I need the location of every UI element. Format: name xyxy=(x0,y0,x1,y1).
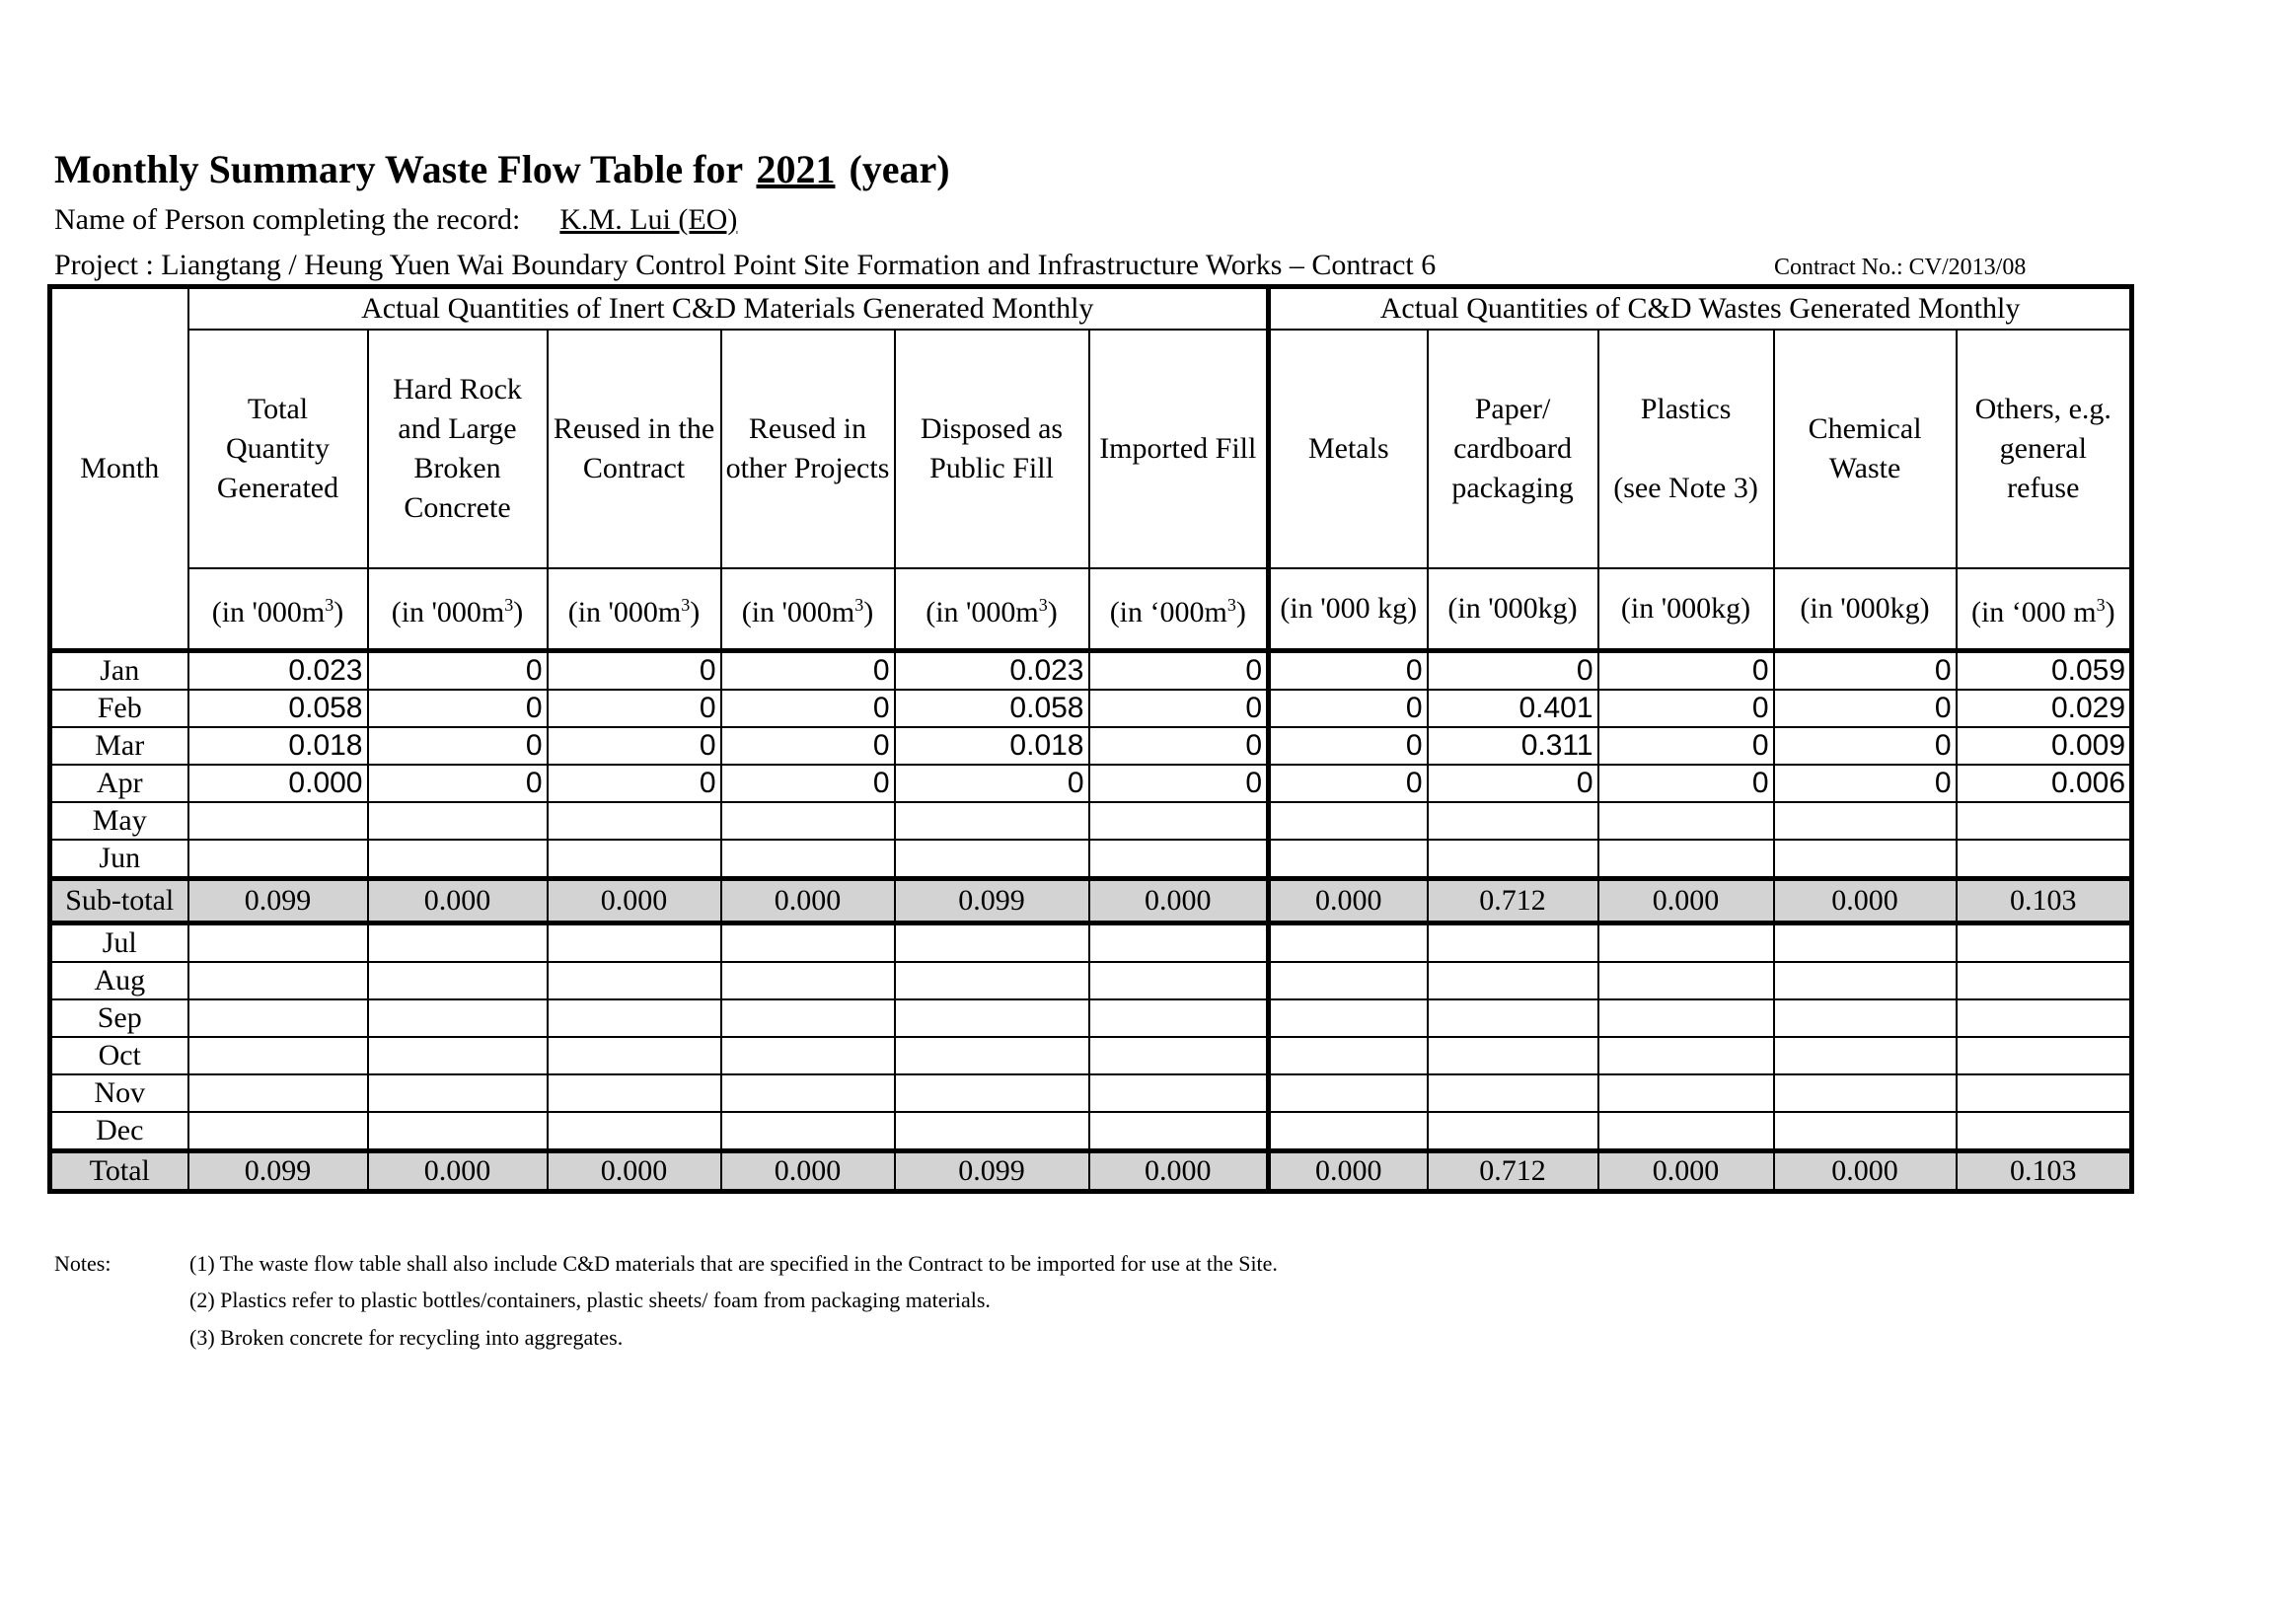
column-label: Plastics xyxy=(1640,393,1732,425)
value-cell: 0.023 xyxy=(188,651,368,691)
unit-row xyxy=(50,568,2132,651)
value-cell xyxy=(1774,1037,1957,1074)
value-cell xyxy=(1269,1112,1428,1151)
value-cell: 0.000 xyxy=(721,879,895,923)
value-cell xyxy=(548,923,721,963)
value-cell: 0 xyxy=(1089,765,1269,802)
value-cell xyxy=(1269,840,1428,879)
unit-label: (in '$000m^3$) xyxy=(188,568,368,651)
value-cell xyxy=(1428,1074,1598,1112)
month-cell: Jul xyxy=(50,923,188,963)
month-cell: May xyxy=(50,802,188,840)
value-cell xyxy=(368,962,548,999)
value-cell xyxy=(895,802,1089,840)
unit-label: (in '000kg) xyxy=(1428,568,1598,651)
value-cell xyxy=(1428,840,1598,879)
column-header xyxy=(1598,330,1774,568)
value-cell: 0 xyxy=(548,651,721,691)
value-cell xyxy=(368,840,548,879)
value-cell: 0 xyxy=(721,651,895,691)
value-cell: 0 xyxy=(548,727,721,765)
value-cell xyxy=(1598,1112,1774,1151)
contract-number: Contract No.: CV/2013/08 xyxy=(1774,255,2027,280)
value-cell xyxy=(368,1037,548,1074)
unit-label: (in '000kg) xyxy=(1774,568,1957,651)
column-label: Paper/ cardboard packaging xyxy=(1451,393,1574,504)
value-cell xyxy=(1598,1074,1774,1112)
month-cell: Feb xyxy=(50,690,188,727)
value-cell xyxy=(1774,840,1957,879)
table-row xyxy=(50,1112,2132,1151)
value-cell xyxy=(188,1074,368,1112)
column-header xyxy=(895,330,1089,568)
value-cell: 0.000 xyxy=(1598,879,1774,923)
note-1: (1) The waste flow table shall also include C&D materials that are specified in the Contract to be imported for use at the Site. xyxy=(189,1251,1278,1276)
value-cell xyxy=(1957,840,2132,879)
value-cell xyxy=(1428,1037,1598,1074)
value-cell xyxy=(895,840,1089,879)
value-cell xyxy=(1598,999,1774,1037)
value-cell: 0.029 xyxy=(1957,690,2132,727)
value-cell xyxy=(895,923,1089,963)
value-cell: 0 xyxy=(368,727,548,765)
value-cell xyxy=(188,999,368,1037)
value-cell: 0.000 xyxy=(1269,879,1428,923)
value-cell xyxy=(368,1112,548,1151)
month-cell: Aug xyxy=(50,962,188,999)
person-name: K.M. Lui (EO) xyxy=(559,203,738,236)
person-label: Name of Person completing the record: xyxy=(54,203,521,236)
value-cell xyxy=(1089,962,1269,999)
value-cell: 0.311 xyxy=(1428,727,1598,765)
value-cell: 0 xyxy=(1774,651,1957,691)
value-cell: 0 xyxy=(1598,690,1774,727)
notes-label: Notes: xyxy=(54,1251,111,1276)
note-3: (3) Broken concrete for recycling into aggregates. xyxy=(189,1325,624,1350)
value-cell: 0 xyxy=(721,690,895,727)
month-cell: Total xyxy=(50,1151,188,1192)
value-cell: 0 xyxy=(1598,727,1774,765)
table-row xyxy=(50,1037,2132,1074)
value-cell: 0.099 xyxy=(188,1151,368,1192)
value-cell xyxy=(1774,999,1957,1037)
value-cell xyxy=(188,1037,368,1074)
value-cell: 0.018 xyxy=(188,727,368,765)
month-cell: Apr xyxy=(50,765,188,802)
unit-label: (in '$000m^3$) xyxy=(895,568,1089,651)
table-row xyxy=(50,802,2132,840)
unit-label: (in '$000m^3$) xyxy=(368,568,548,651)
month-cell: Nov xyxy=(50,1074,188,1112)
column-label: Hard Rock and Large Broken Concrete xyxy=(393,373,522,524)
value-cell: 0.401 xyxy=(1428,690,1598,727)
value-cell: 0 xyxy=(548,690,721,727)
value-cell xyxy=(1774,1112,1957,1151)
value-cell xyxy=(1089,1074,1269,1112)
value-cell xyxy=(1428,802,1598,840)
value-cell: 0 xyxy=(1774,690,1957,727)
column-header xyxy=(1428,330,1598,568)
unit-label: (in '000 kg) xyxy=(1269,568,1428,651)
table-row xyxy=(50,690,2132,727)
unit-label: (in '000kg) xyxy=(1598,568,1774,651)
value-cell xyxy=(548,999,721,1037)
value-cell: 0 xyxy=(1428,651,1598,691)
value-cell xyxy=(368,1074,548,1112)
value-cell: 0 xyxy=(1089,727,1269,765)
month-cell: Sub-total xyxy=(50,879,188,923)
value-cell xyxy=(1774,802,1957,840)
value-cell xyxy=(1598,962,1774,999)
value-cell: 0.000 xyxy=(1089,1151,1269,1192)
value-cell xyxy=(1598,923,1774,963)
column-label: Imported Fill xyxy=(1099,432,1257,465)
value-cell xyxy=(1089,999,1269,1037)
value-cell: 0 xyxy=(1774,727,1957,765)
value-cell xyxy=(1957,1074,2132,1112)
value-cell xyxy=(188,840,368,879)
value-cell xyxy=(548,1112,721,1151)
value-cell xyxy=(548,840,721,879)
unit-label: (in ‘$000m^3$) xyxy=(1089,568,1269,651)
value-cell: 0 xyxy=(721,765,895,802)
column-header-row xyxy=(50,330,2132,568)
waste-group-header: Actual Quantities of C&D Wastes Generated Monthly xyxy=(1269,287,2132,331)
value-cell: 0.000 xyxy=(1774,1151,1957,1192)
group-header-row xyxy=(50,287,2132,331)
value-cell xyxy=(721,1074,895,1112)
value-cell xyxy=(1269,1074,1428,1112)
value-cell xyxy=(1089,1112,1269,1151)
value-cell: 0.099 xyxy=(895,1151,1089,1192)
value-cell: 0 xyxy=(1269,651,1428,691)
column-header xyxy=(721,330,895,568)
value-cell: 0 xyxy=(1089,651,1269,691)
value-cell xyxy=(188,962,368,999)
value-cell xyxy=(721,802,895,840)
value-cell xyxy=(1957,999,2132,1037)
value-cell: 0.000 xyxy=(548,1151,721,1192)
value-cell xyxy=(188,1112,368,1151)
value-cell xyxy=(895,1037,1089,1074)
column-header xyxy=(188,330,368,568)
value-cell: 0.023 xyxy=(895,651,1089,691)
inert-group-header: Actual Quantities of Inert C&D Materials Generated Monthly xyxy=(188,287,1269,331)
month-cell: Jun xyxy=(50,840,188,879)
value-cell: 0.006 xyxy=(1957,765,2132,802)
value-cell xyxy=(895,1112,1089,1151)
unit-label: (in ‘000 $m^3$) xyxy=(1957,568,2132,651)
page-title xyxy=(54,146,950,192)
value-cell xyxy=(1269,802,1428,840)
value-cell xyxy=(1269,923,1428,963)
note-2: (2) Plastics refer to plastic bottles/containers, plastic sheets/ foam from packaging materials. xyxy=(189,1288,991,1312)
column-label: Reused in the Contract xyxy=(553,412,715,484)
value-cell xyxy=(1774,1074,1957,1112)
table-row xyxy=(50,999,2132,1037)
value-cell: 0 xyxy=(1269,765,1428,802)
value-cell xyxy=(1598,1037,1774,1074)
column-label: Others, e.g. general refuse xyxy=(1974,393,2111,504)
value-cell xyxy=(1428,1112,1598,1151)
value-cell: 0.009 xyxy=(1957,727,2132,765)
value-cell: 0.000 xyxy=(1774,879,1957,923)
value-cell xyxy=(1269,999,1428,1037)
value-cell xyxy=(721,1112,895,1151)
value-cell xyxy=(1957,802,2132,840)
value-cell: 0.000 xyxy=(368,1151,548,1192)
value-cell xyxy=(1089,1037,1269,1074)
column-header xyxy=(1089,330,1269,568)
value-cell: 0 xyxy=(895,765,1089,802)
value-cell xyxy=(1774,962,1957,999)
column-note: (see Note 3) xyxy=(1613,472,1758,504)
month-cell: Sep xyxy=(50,999,188,1037)
value-cell: 0 xyxy=(1428,765,1598,802)
value-cell: 0.000 xyxy=(188,765,368,802)
value-cell xyxy=(721,840,895,879)
value-cell xyxy=(1428,923,1598,963)
value-cell xyxy=(1089,923,1269,963)
column-header xyxy=(368,330,548,568)
table-row xyxy=(50,765,2132,802)
column-header xyxy=(548,330,721,568)
project-line: Project : Liangtang / Heung Yuen Wai Boundary Control Point Site Formation and Infrastructure Works – Contract 6 xyxy=(54,249,1437,281)
value-cell: 0.712 xyxy=(1428,1151,1598,1192)
value-cell xyxy=(368,923,548,963)
column-label: Disposed as Public Fill xyxy=(920,412,1064,484)
title-prefix: Monthly Summary Waste Flow Table for xyxy=(54,147,743,191)
value-cell: 0.000 xyxy=(1598,1151,1774,1192)
value-cell xyxy=(548,802,721,840)
month-cell: Mar xyxy=(50,727,188,765)
value-cell: 0 xyxy=(1598,651,1774,691)
value-cell xyxy=(1957,1037,2132,1074)
value-cell xyxy=(1957,1112,2132,1151)
title-year: 2021 xyxy=(756,147,836,191)
value-cell: 0.000 xyxy=(721,1151,895,1192)
value-cell xyxy=(721,999,895,1037)
value-cell: 0.059 xyxy=(1957,651,2132,691)
column-header xyxy=(1269,330,1428,568)
value-cell xyxy=(1598,840,1774,879)
value-cell: 0.000 xyxy=(548,879,721,923)
unit-label: (in '$000m^3$) xyxy=(721,568,895,651)
value-cell xyxy=(895,962,1089,999)
value-cell: 0.099 xyxy=(188,879,368,923)
value-cell xyxy=(548,1074,721,1112)
value-cell xyxy=(1957,962,2132,999)
column-header xyxy=(1957,330,2132,568)
value-cell: 0 xyxy=(1598,765,1774,802)
value-cell: 0.058 xyxy=(188,690,368,727)
person-line xyxy=(54,203,745,237)
subtotal-row xyxy=(50,879,2132,923)
column-label: Chemical Waste xyxy=(1808,412,1922,484)
waste-flow-table xyxy=(47,284,2134,1194)
value-cell: 0 xyxy=(1269,690,1428,727)
value-cell xyxy=(188,923,368,963)
value-cell xyxy=(721,962,895,999)
value-cell xyxy=(1774,923,1957,963)
value-cell: 0 xyxy=(721,727,895,765)
value-cell xyxy=(895,999,1089,1037)
table-row xyxy=(50,923,2132,963)
value-cell: 0.712 xyxy=(1428,879,1598,923)
month-cell: Oct xyxy=(50,1037,188,1074)
value-cell xyxy=(721,923,895,963)
table-row xyxy=(50,727,2132,765)
value-cell xyxy=(1269,962,1428,999)
total-row xyxy=(50,1151,2132,1192)
value-cell: 0.103 xyxy=(1957,1151,2132,1192)
value-cell: 0.103 xyxy=(1957,879,2132,923)
value-cell xyxy=(1089,840,1269,879)
value-cell xyxy=(1428,999,1598,1037)
value-cell: 0 xyxy=(368,651,548,691)
column-spacer xyxy=(1603,429,1769,469)
value-cell xyxy=(895,1074,1089,1112)
value-cell: 0 xyxy=(368,690,548,727)
value-cell xyxy=(368,999,548,1037)
value-cell: 0.000 xyxy=(368,879,548,923)
column-label: Metals xyxy=(1307,432,1389,465)
value-cell xyxy=(1269,1037,1428,1074)
value-cell xyxy=(721,1037,895,1074)
table-row xyxy=(50,962,2132,999)
month-cell: Dec xyxy=(50,1112,188,1151)
title-suffix: (year) xyxy=(849,147,950,191)
value-cell: 0 xyxy=(1774,765,1957,802)
month-header: Month xyxy=(50,287,188,651)
value-cell: 0 xyxy=(1089,690,1269,727)
value-cell xyxy=(1089,802,1269,840)
value-cell: 0.099 xyxy=(895,879,1089,923)
column-header xyxy=(1774,330,1957,568)
value-cell: 0.018 xyxy=(895,727,1089,765)
value-cell xyxy=(188,802,368,840)
value-cell: 0.000 xyxy=(1089,879,1269,923)
table-row xyxy=(50,651,2132,691)
value-cell: 0 xyxy=(1269,727,1428,765)
table-row xyxy=(50,840,2132,879)
value-cell: 0.000 xyxy=(1269,1151,1428,1192)
value-cell: 0.058 xyxy=(895,690,1089,727)
value-cell xyxy=(1598,802,1774,840)
unit-label: (in '$000m^3$) xyxy=(548,568,721,651)
value-cell: 0 xyxy=(548,765,721,802)
value-cell: 0 xyxy=(368,765,548,802)
column-label: Total Quantity Generated xyxy=(216,393,339,504)
table-row xyxy=(50,1074,2132,1112)
column-label: Reused in other Projects xyxy=(725,412,890,484)
value-cell xyxy=(548,962,721,999)
month-cell: Jan xyxy=(50,651,188,691)
value-cell xyxy=(1428,962,1598,999)
value-cell xyxy=(368,802,548,840)
value-cell xyxy=(1957,923,2132,963)
value-cell xyxy=(548,1037,721,1074)
